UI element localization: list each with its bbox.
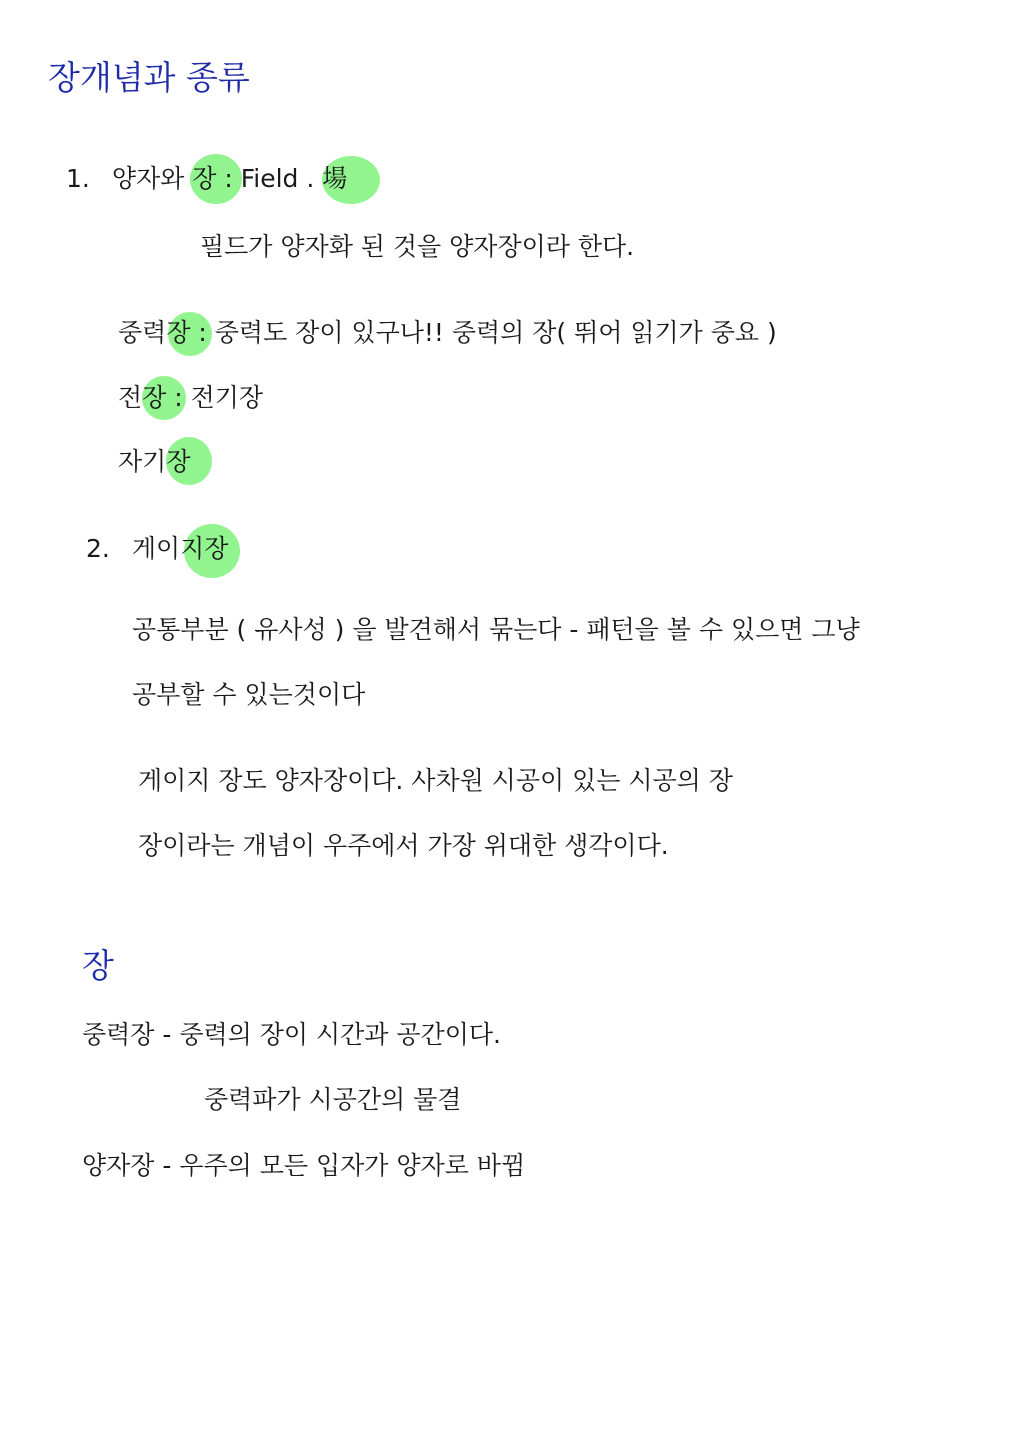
section2-para1-line2: 공부할 수 있는것이다 xyxy=(132,680,366,709)
section3-line1: 중력장 - 중력의 장이 시간과 공간이다. xyxy=(82,1020,501,1049)
section2-para2-line2: 장이라는 개념이 우주에서 가장 위대한 생각이다. xyxy=(138,831,669,860)
section3-line3: 양자장 - 우주의 모든 입자가 양자로 바뀜 xyxy=(82,1151,526,1180)
section1-middle: : Field . xyxy=(216,164,323,193)
section1-prefix: 양자와 xyxy=(111,164,193,193)
item-highlight: 장 xyxy=(142,383,167,412)
section1-item-gravity xyxy=(118,316,777,350)
section2-title-prefix: 게이 xyxy=(131,534,181,563)
item-highlight: 장 xyxy=(166,318,191,347)
section2-title-highlight: 지장 xyxy=(180,534,229,563)
section1-number: 1. xyxy=(66,164,90,193)
item-prefix: 전 xyxy=(118,383,143,412)
section1-highlight: 장 xyxy=(192,164,217,193)
section2-heading-line xyxy=(86,532,228,566)
section3-line2: 중력파가 시공간의 물결 xyxy=(204,1085,462,1114)
item-rest: : 전기장 xyxy=(166,383,264,412)
item-prefix: 자기 xyxy=(118,447,167,476)
item-rest: : 중력도 장이 있구나!! 중력의 장( 뛰어 읽기가 중요 ) xyxy=(190,318,777,347)
section3-heading: 장 xyxy=(82,946,114,985)
section2-number: 2. xyxy=(86,534,110,563)
section1-item-electric xyxy=(118,381,263,415)
section1-hanja: 場 xyxy=(322,164,348,193)
section1-heading-line xyxy=(66,162,347,196)
page-title: 장개념과 종류 xyxy=(48,58,250,97)
section1-item-magnetic xyxy=(118,445,190,479)
section2-para2-line1: 게이지 장도 양자장이다. 사차원 시공이 있는 시공의 장 xyxy=(138,766,733,795)
section2-para1-line1: 공통부분 ( 유사성 ) 을 발견해서 묶는다 - 패턴을 볼 수 있으면 그냥 xyxy=(132,615,860,644)
section1-definition: 필드가 양자화 된 것을 양자장이라 한다. xyxy=(200,232,635,261)
item-prefix: 중력 xyxy=(118,318,167,347)
item-highlight: 장 xyxy=(166,447,191,476)
